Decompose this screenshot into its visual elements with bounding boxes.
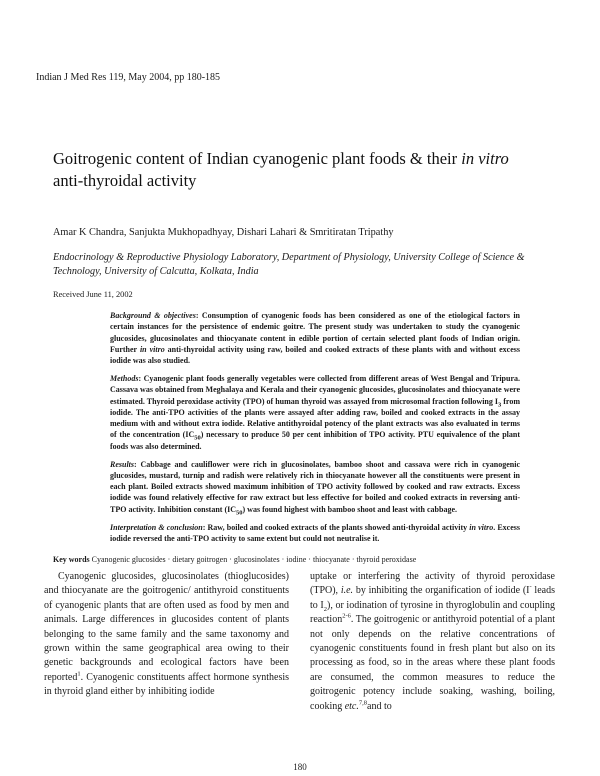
results-label: Results [110, 459, 135, 469]
right-text-b: by inhibiting the organification of iodide (I [353, 585, 530, 597]
interpretation-label: Interpretation & conclusion [110, 522, 203, 532]
right-sup-1: - [529, 584, 532, 592]
title-line2: anti-thyroidal activity [53, 171, 197, 190]
background-text-b: anti-thyroidal activity using raw, boiled and cooked extracts of these plants with and without excess iodide was also studied. [110, 344, 521, 366]
left-citation: 1 [77, 670, 81, 678]
keywords-text: Cyanogenic glucosides · dietary goitrogen · glucosinolates · iodine · thiocyanate · thyroid peroxidase [89, 555, 417, 564]
background-text-a: : Consumption of cyanogenic foods has been considered as one of the etiological factors in certain instances for the persistence of endemic goitre. The present study was undertaken to study the cyanogenic glucosides, glucosinolates and thiocyanate content in edible portion of certain selected plant foods of Indian origin. Further [110, 311, 521, 354]
right-citation-2: 7,8 [358, 699, 367, 707]
right-etc: etc. [344, 700, 359, 712]
results-text-a: : Cabbage and cauliflower were rich in glucosinolates, bamboo shoot and cassava were rich in cyanogenic glucosides, mustard, turnip and radish were relatively rich in thiocyanate however all the constituents were present in each plant. Boiled extracts showed maximum inhibition of TPO activity followed by cooked and raw extracts. Excess iodide was found relatively effective for raw extract but less effective for boiled and cooked extracts in reversing anti-TPO activity. Inhibition constant (IC [110, 459, 520, 514]
article-title [53, 148, 573, 192]
body-column-left [44, 570, 289, 700]
journal-reference: Indian J Med Res 119, May 2004, pp 180-185 [36, 72, 221, 83]
keywords-label: Key words [53, 555, 90, 564]
abstract-results [110, 459, 520, 515]
abstract-methods [110, 373, 520, 452]
title-main: Goitrogenic content of Indian cyanogenic plant foods & their [53, 149, 462, 168]
right-text-c: leads to I [310, 585, 555, 611]
right-text-e: . The goitrogenic or antithyroid potential of a plant not only depends on the relative concentrations of cyanogenic constituents found in fresh plant but also on its processing as food, so in the areas where these plant foods are consumed, the common measures to reduce the goitrogenic potency include soaking, washing, boiling, cooking [310, 614, 555, 712]
right-text-a: uptake or interfering the activity of thyroid peroxidase (TPO), [310, 571, 555, 597]
interp-text-b: . Excess iodide reversed the anti-TPO activity to same extent but could not neutralise it. [110, 522, 521, 543]
body-column-right [310, 570, 555, 714]
received-date: Received June 11, 2002 [53, 290, 133, 299]
right-text-f: and to [367, 700, 392, 712]
methods-text-b: from iodide. The anti-TPO activities of the plants were assayed after adding raw, boiled and cooked extracts in the assay medium with and without extra iodide. Relative antithyroidal potency of the plant extracts was also evaluated in terms of the concentration (IC [110, 396, 520, 440]
background-label: Background & objectives [110, 311, 196, 320]
methods-sub-2: 50 [194, 435, 201, 443]
methods-label: Methods [110, 373, 139, 383]
abstract [110, 310, 520, 551]
right-text-d: ), or iodination of tyrosine in thyroglobulin and coupling reaction [310, 599, 555, 626]
left-text-b: . Cyanogenic constituents affect hormone synthesis in thyroid gland either by inhibiting iodide [44, 671, 289, 698]
results-text-b: ) was found highest with bamboo shoot and least with cabbage. [242, 504, 457, 514]
methods-text-c: ) necessary to produce 50 per cent inhibition of TPO activity. PTU equivalence of the plant foods was also determined. [110, 430, 521, 451]
interp-italic: in vitro [469, 522, 494, 532]
keywords [53, 555, 573, 564]
affiliation: Endocrinology & Reproductive Physiology Laboratory, Department of Physiology, University College of Science & Technology, University of Calcutta, Kolkata, India [53, 252, 525, 277]
interp-text-a: : Raw, boiled and cooked extracts of the plants showed anti-thyroidal activity [202, 522, 470, 532]
left-paragraph [44, 570, 289, 700]
abstract-interpretation [110, 522, 520, 545]
title-italic: in vitro [461, 149, 509, 168]
methods-sub-1: 3 [498, 401, 502, 409]
page-number: 180 [293, 762, 307, 772]
author-list: Amar K Chandra, Sanjukta Mukhopadhyay, Dishari Lahari & Smritiratan Tripathy [53, 227, 394, 238]
background-italic: in vitro [139, 344, 165, 354]
right-citation-1: 2-6 [342, 612, 351, 620]
right-ie: i.e. [340, 585, 354, 597]
right-sub-1: 2 [323, 605, 327, 613]
left-text-a: Cyanogenic glucosides, glucosinolates (thioglucosides) and thiocyanate are the goitrogenic/ antithyroid constituents of cyanogenic plants that are often used as food by men and animals. Large differences in glucosides content of plants belonging to the same family and the same taxonomy and grown within the same geographical area owing to their genetic backgrounds and ecological factors have been reported [44, 571, 289, 683]
right-paragraph [310, 570, 555, 714]
methods-text-a: : Cyanogenic plant foods generally vegetables were collected from different areas of West Bengal and Tripura. Cassava was obtained from Meghalaya and Kerala and their cyanogenic glucosides, glucosinolates and thiocyanate were estimated. Thyroid peroxidase activity (TPO) of human thyroid was assayed from microsomal fraction following I [110, 373, 520, 406]
results-sub: 50 [236, 509, 243, 517]
abstract-background [110, 310, 520, 366]
